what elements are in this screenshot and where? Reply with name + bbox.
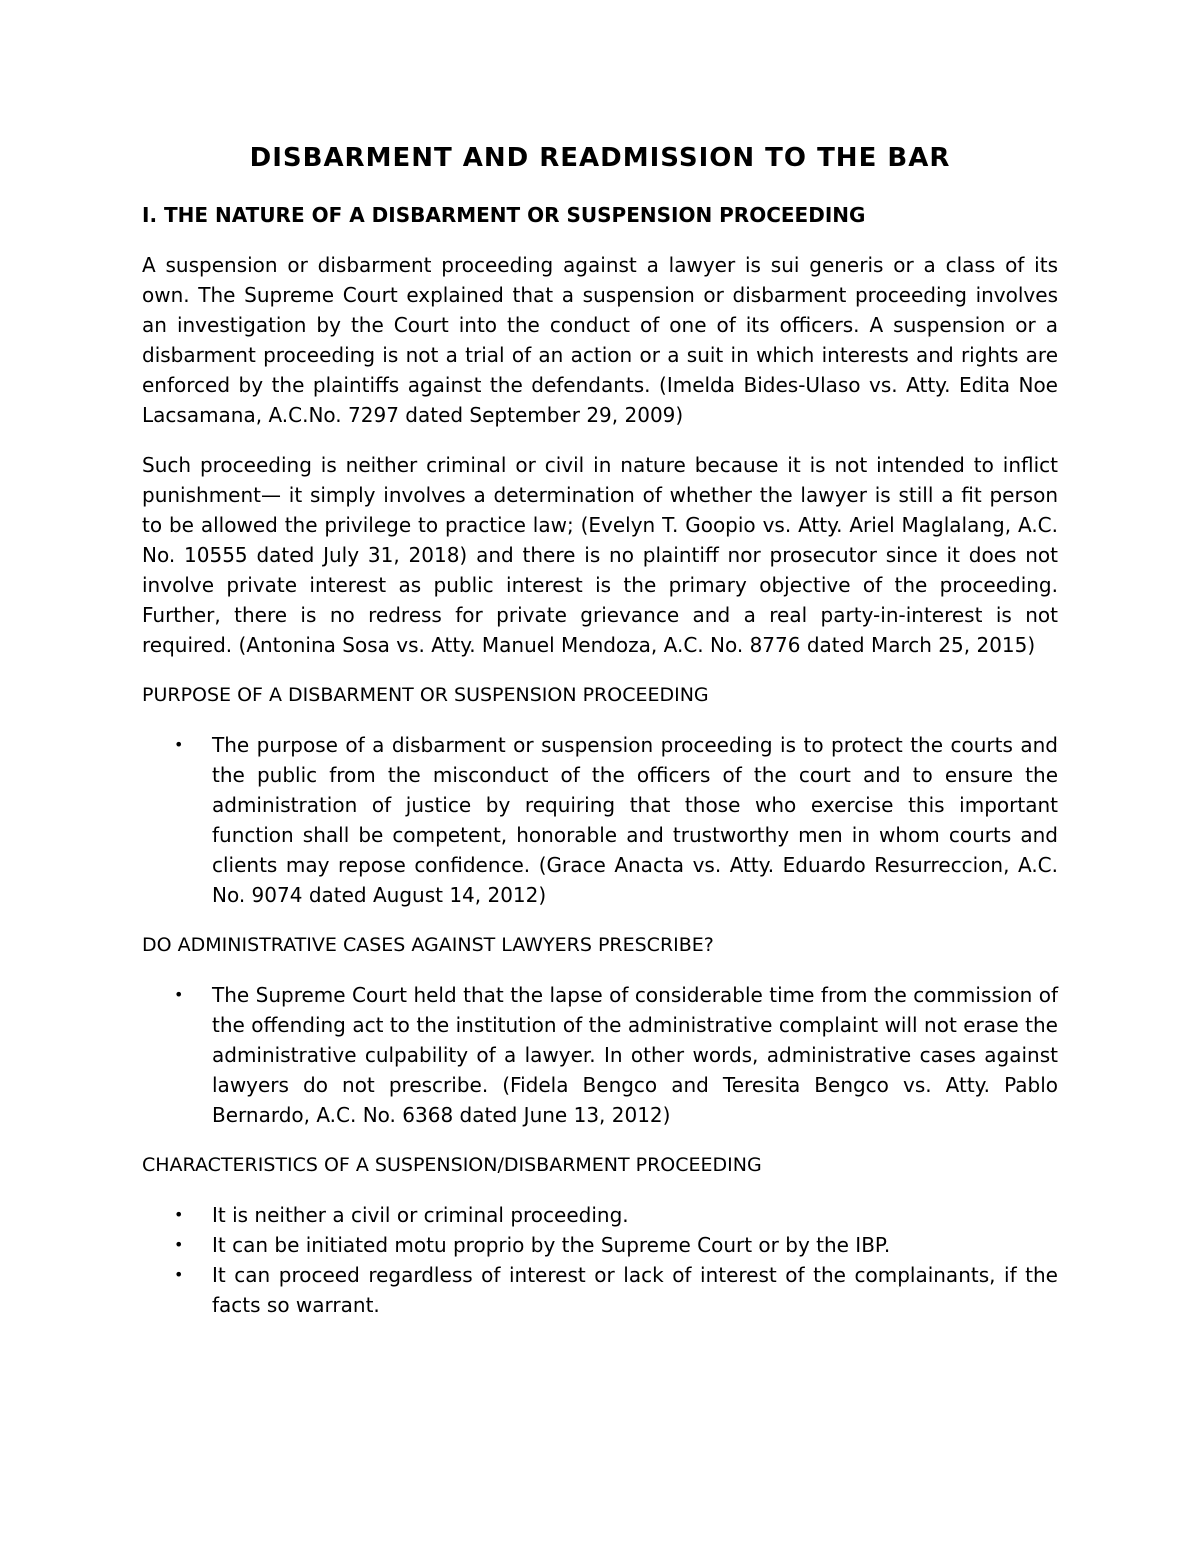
bullet-icon: •: [174, 1205, 184, 1224]
section-heading-nature: I. THE NATURE OF A DISBARMENT OR SUSPENSION PROCEEDING: [142, 203, 866, 227]
list-item: [142, 730, 1058, 910]
document-page: [142, 138, 1058, 1320]
prescribe-list: [142, 980, 1058, 1130]
list-item-text: It can be initiated motu proprio by the Supreme Court or by the IBP.: [212, 1233, 891, 1257]
list-item: [142, 1230, 1058, 1260]
document-title: DISBARMENT AND READMISSION TO THE BAR: [249, 143, 951, 173]
section-title-prescribe: DO ADMINISTRATIVE CASES AGAINST LAWYERS PRESCRIBE?: [142, 934, 714, 956]
section-title-purpose: PURPOSE OF A DISBARMENT OR SUSPENSION PROCEEDING: [142, 684, 709, 706]
characteristics-list: [142, 1200, 1058, 1320]
list-item-text: It is neither a civil or criminal proceeding.: [212, 1203, 629, 1227]
list-item-text: The purpose of a disbarment or suspension proceeding is to protect the courts and the public from the misconduct of the officers of the court and to ensure the administration of justice by requiring that those who exercise this important function shall be competent, honorable and trustworthy men in whom courts and clients may repose confidence. (Grace Anacta vs. Atty. Eduardo Resurreccion, A.C. No. 9074 dated August 14, 2012): [212, 733, 1058, 907]
section-title-characteristics: CHARACTERISTICS OF A SUSPENSION/DISBARMENT PROCEEDING: [142, 1154, 762, 1176]
list-item-text: The Supreme Court held that the lapse of considerable time from the commission of the offending act to the institution of the administrative complaint will not erase the administrative culpability of a lawyer. In other words, administrative cases against lawyers do not prescribe. (Fidela Bengco and Teresita Bengco vs. Atty. Pablo Bernardo, A.C. No. 6368 dated June 13, 2012): [212, 983, 1058, 1127]
bullet-icon: •: [174, 735, 184, 754]
paragraph-neither-criminal-civil: Such proceeding is neither criminal or civil in nature because it is not intended to inflict punishment— it simply involves a determination of whether the lawyer is still a fit person to be allowed the privilege to practice law; (Evelyn T. Goopio vs. Atty. Ariel Maglalang, A.C. No. 10555 dated July 31, 2018) and there is no plaintiff nor prosecutor since it does not involve private interest as public interest is the primary objective of the proceeding. Further, there is no redress for private grievance and a real party-in-interest is not required. (Antonina Sosa vs. Atty. Manuel Mendoza, A.C. No. 8776 dated March 25, 2015): [142, 453, 1058, 657]
purpose-list: [142, 730, 1058, 910]
list-item: [142, 1260, 1058, 1320]
list-item-text: It can proceed regardless of interest or lack of interest of the complainants, if the facts so warrant.: [212, 1263, 1058, 1317]
list-item: [142, 980, 1058, 1130]
bullet-icon: •: [174, 1235, 184, 1254]
bullet-icon: •: [174, 985, 184, 1004]
list-item: [142, 1200, 1058, 1230]
paragraph-sui-generis: A suspension or disbarment proceeding against a lawyer is sui generis or a class of its own. The Supreme Court explained that a suspension or disbarment proceeding involves an investigation by the Court into the conduct of one of its officers. A suspension or a disbarment proceeding is not a trial of an action or a suit in which interests and rights are enforced by the plaintiffs against the defendants. (Imelda Bides-Ulaso vs. Atty. Edita Noe Lacsamana, A.C.No. 7297 dated September 29, 2009): [142, 253, 1058, 427]
bullet-icon: •: [174, 1265, 184, 1284]
